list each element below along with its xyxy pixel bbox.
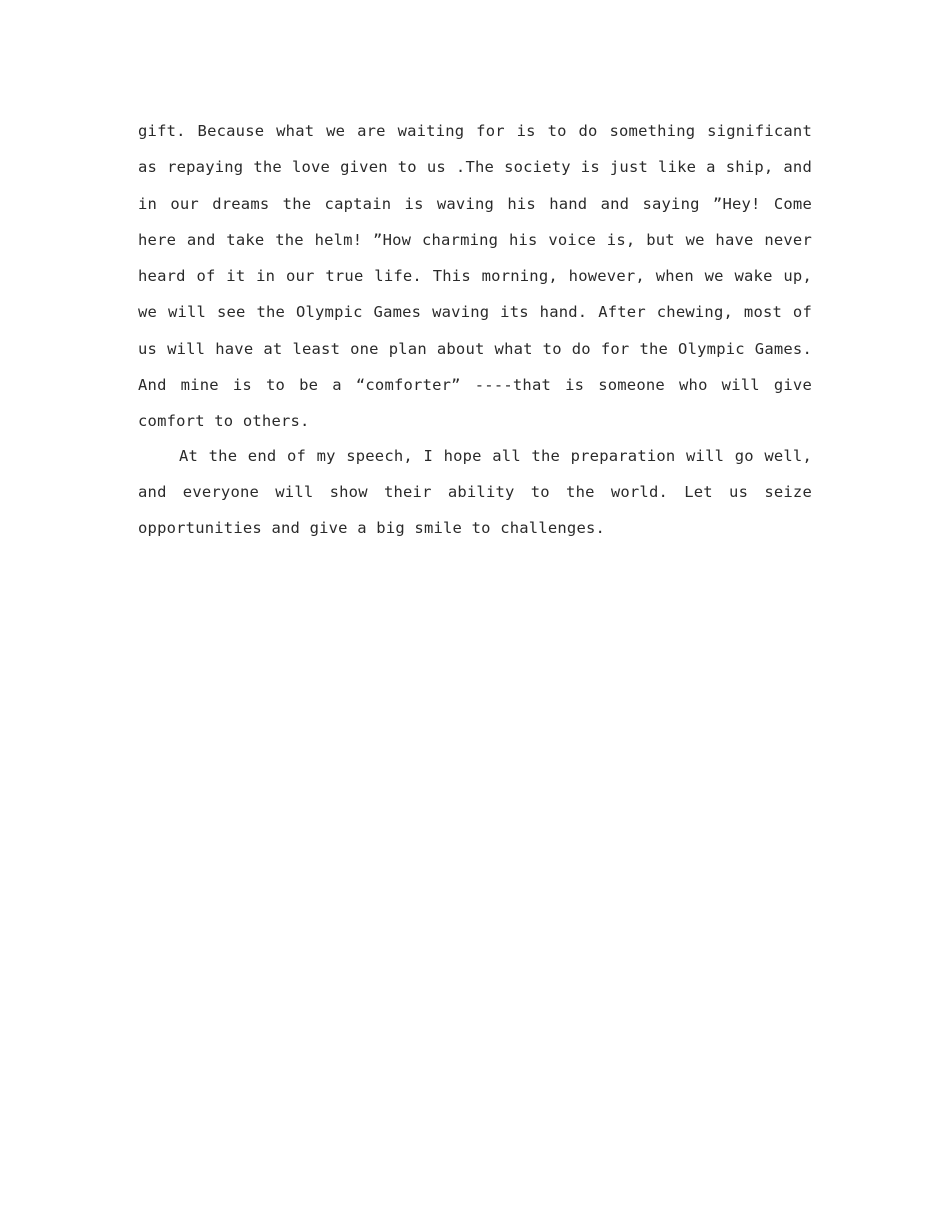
paragraph-closing: At the end of my speech, I hope all the preparation will go well, and everyone will show their ability to the world. Let us seize opportunities and give a big smile to challenges. [138, 446, 812, 538]
document-body [138, 113, 812, 547]
paragraph-continued: gift. Because what we are waiting for is to do something significant as repaying the love given to us .The society is just like a ship, and in our dreams the captain is waving his hand and saying ”Hey! Come here and take the helm! ”How charming his voice is, but we have never heard of it in our true life. This morning, however, when we wake up, we will see the Olympic Games waving its hand. After chewing, most of us will have at least one plan about what to do for the Olympic Games. And mine is to be a “comforter” ----that is someone who will give comfort to others. [138, 122, 812, 431]
